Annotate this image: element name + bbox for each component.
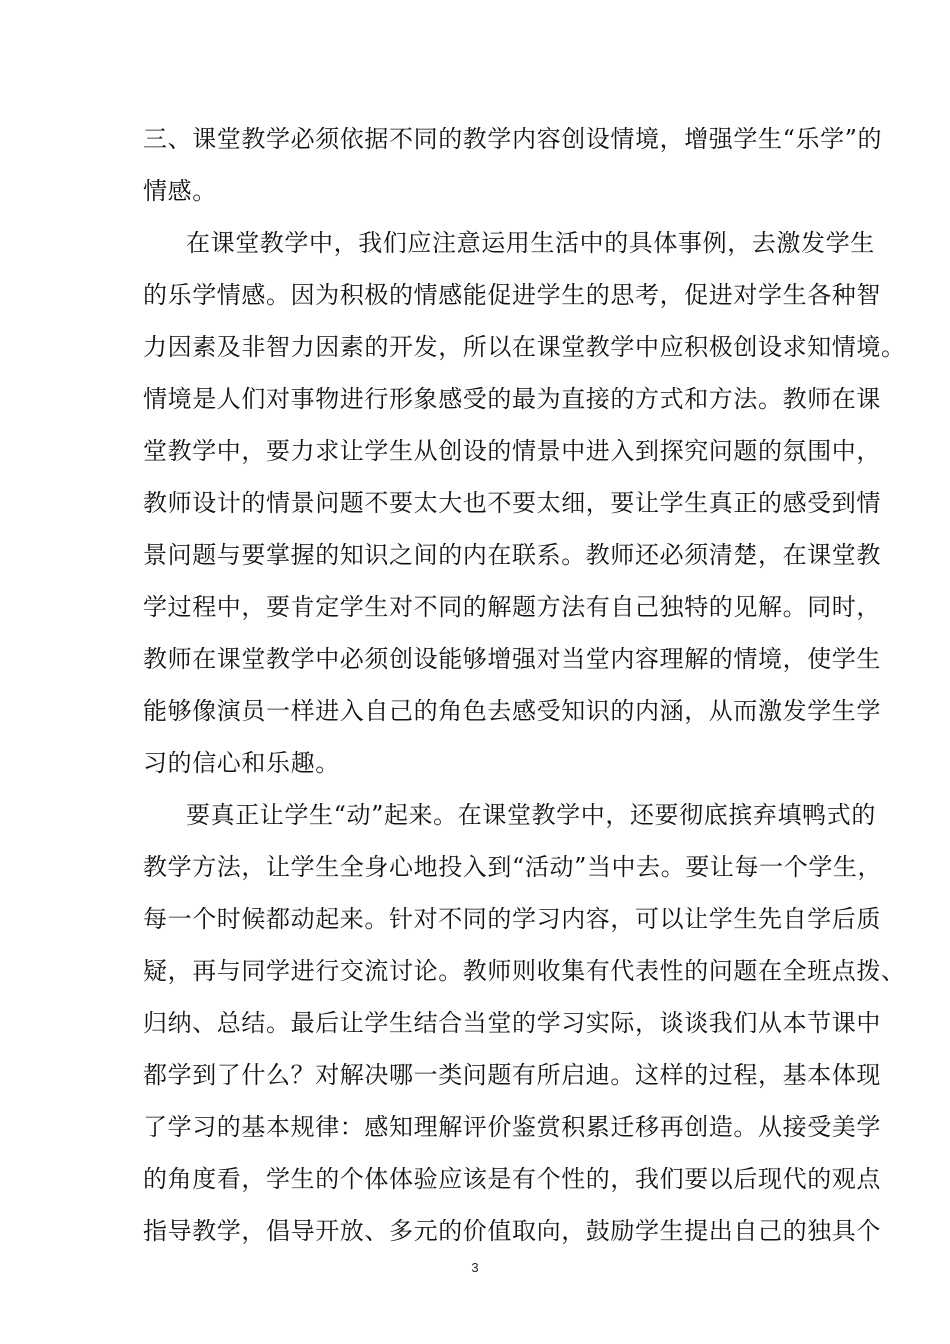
- paragraph-line: 要真正让学生“动”起来。在课堂教学中，还要彻底摈弃填鸭式的: [186, 801, 876, 829]
- paragraph-line: 能够像演员一样进入自己的角色去感受知识的内涵，从而激发学生学: [143, 697, 881, 725]
- paragraph-line: 教师设计的情景问题不要太大也不要太细，要让学生真正的感受到情: [143, 489, 881, 517]
- paragraph-line: 的角度看，学生的个体体验应该是有个性的，我们要以后现代的观点: [143, 1165, 881, 1193]
- paragraph-line: 了学习的基本规律：感知理解评价鉴赏积累迁移再创造。从接受美学: [143, 1113, 881, 1141]
- paragraph-line: 堂教学中，要力求让学生从创设的情景中进入到探究问题的氛围中，: [143, 437, 881, 465]
- paragraph-line: 都学到了什么？对解决哪一类问题有所启迪。这样的过程，基本体现: [143, 1061, 881, 1089]
- paragraph-line: 习的信心和乐趣。: [143, 749, 340, 777]
- page-number: 3: [471, 1260, 479, 1275]
- paragraph-line: 指导教学，倡导开放、多元的价值取向，鼓励学生提出自己的独具个: [143, 1217, 881, 1245]
- paragraph-line: 在课堂教学中，我们应注意运用生活中的具体事例，去激发学生: [186, 229, 875, 257]
- paragraph-line: 的乐学情感。因为积极的情感能促进学生的思考，促进对学生各种智: [143, 281, 881, 309]
- paragraph-line: 力因素及非智力因素的开发，所以在课堂教学中应积极创设求知情境。: [143, 333, 906, 361]
- heading-line-continued: 情感。: [143, 177, 217, 205]
- paragraph-line: 每一个时候都动起来。针对不同的学习内容，可以让学生先自学后质: [143, 905, 881, 933]
- paragraph-line: 归纳、总结。最后让学生结合当堂的学习实际，谈谈我们从本节课中: [143, 1009, 881, 1037]
- paragraph-line: 教师在课堂教学中必须创设能够增强对当堂内容理解的情境，使学生: [143, 645, 881, 673]
- paragraph-line: 疑，再与同学进行交流讨论。教师则收集有代表性的问题在全班点拨、: [143, 957, 906, 985]
- paragraph-line: 教学方法，让学生全身心地投入到“活动”当中去。要让每一个学生，: [143, 853, 883, 881]
- paragraph-line: 情境是人们对事物进行形象感受的最为直接的方式和方法。教师在课: [143, 385, 881, 413]
- paragraph-line: 学过程中，要肯定学生对不同的解题方法有自己独特的见解。同时，: [143, 593, 881, 621]
- paragraph-line: 景问题与要掌握的知识之间的内在联系。教师还必须清楚，在课堂教: [143, 541, 881, 569]
- heading-line: 三、课堂教学必须依据不同的教学内容创设情境，增强学生“乐学”的: [143, 125, 883, 153]
